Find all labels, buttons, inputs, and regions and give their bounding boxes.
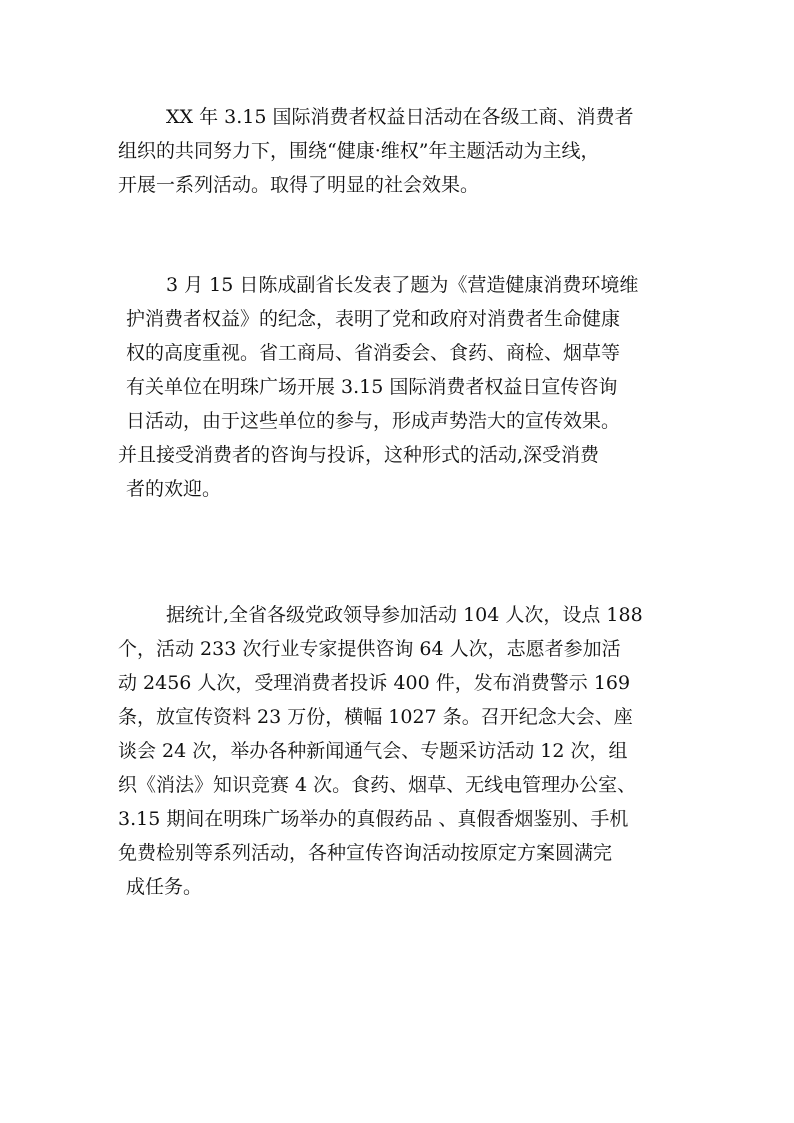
paragraph-line: 谈会 24 次，举办各种新闻通气会、专题采访活动 12 次，组	[118, 740, 628, 762]
paragraph-2	[118, 268, 698, 506]
paragraph-line: 并且接受消费者的咨询与投诉，这种形式的活动,深受消费	[118, 444, 600, 466]
paragraph-line: 3 月 15 日陈成副省长发表了题为《营造健康消费环境维	[166, 274, 639, 296]
paragraph-line: 动 2456 人次，受理消费者投诉 400 件，发布消费警示 169	[118, 672, 631, 694]
paragraph-line: 3.15 期间在明珠广场举办的真假药品 、真假香烟鉴别、手机	[118, 808, 629, 830]
paragraph-line: 者的欢迎。	[126, 478, 222, 500]
paragraph-line: 成任务。	[126, 876, 203, 898]
paragraph-line: 条，放宣传资料 23 万份，横幅 1027 条。召开纪念大会、座	[118, 706, 633, 728]
paragraph-line: 开展一系列活动。取得了明显的社会效果。	[118, 174, 480, 196]
paragraph-line: 据统计,全省各级党政领导参加活动 104 人次，设点 188	[166, 604, 643, 626]
paragraph-line: 日活动，由于这些单位的参与，形成声势浩大的宣传效果。	[126, 410, 621, 432]
paragraph-line: 有关单位在明珠广场开展 3.15 国际消费者权益日宣传咨询	[126, 376, 618, 398]
paragraph-line: 组织的共同努力下，围绕“健康·维权”年主题活动为主线，	[118, 140, 600, 162]
paragraph-1	[118, 100, 698, 202]
paragraph-line: 护消费者权益》的纪念，表明了党和政府对消费者生命健康	[126, 308, 621, 330]
paragraph-line: 个，活动 233 次行业专家提供咨询 64 人次，志愿者参加活	[118, 638, 621, 660]
paragraph-line: XX 年 3.15 国际消费者权益日活动在各级工商、消费者	[166, 106, 634, 128]
paragraph-line: 免费检别等系列活动，各种宣传咨询活动按原定方案圆满完	[118, 842, 613, 864]
paragraph-line: 权的高度重视。省工商局、省消委会、食药、商检、烟草等	[126, 342, 621, 364]
paragraph-3	[118, 598, 698, 904]
paragraph-line: 织《消法》知识竞赛 4 次。食药、烟草、无线电管理办公室、	[118, 774, 637, 796]
